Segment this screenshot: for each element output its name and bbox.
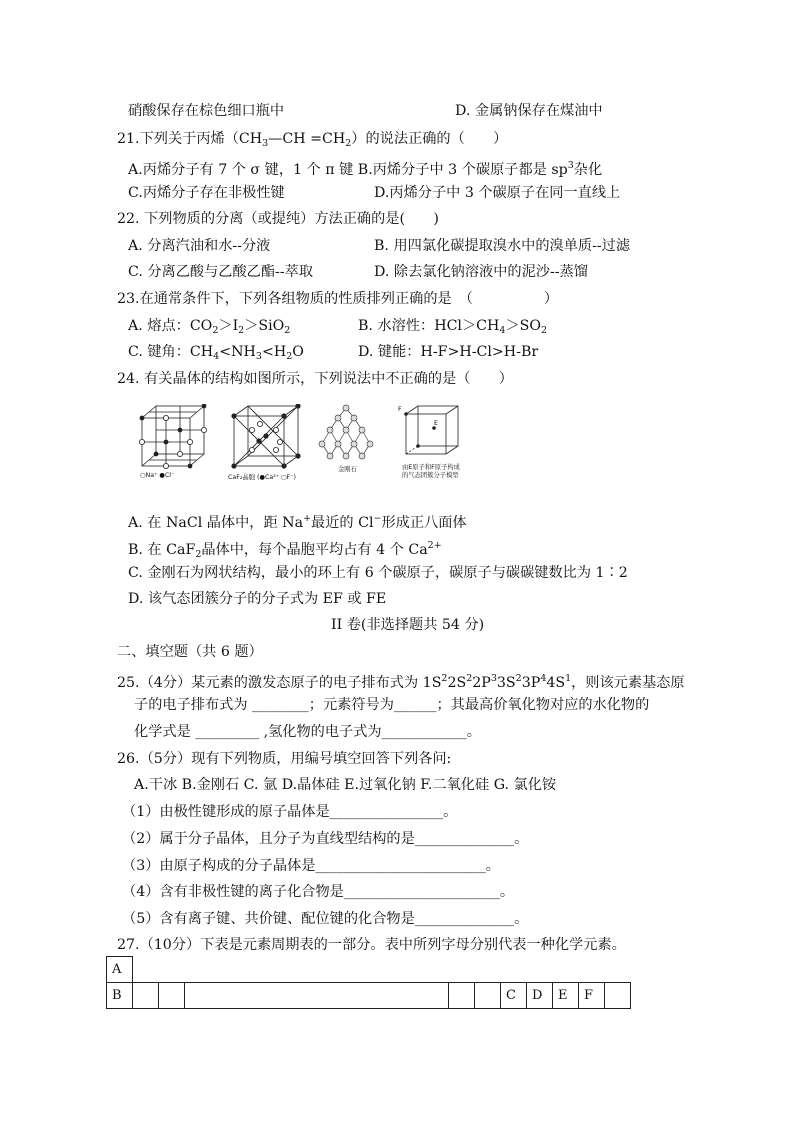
q26-stem: 26.（5分）现有下列物质，用编号填空回答下列各问: — [117, 751, 452, 767]
q26-options: A.干冰 B.金刚石 C. 氩 D.晶体硅 E.过氧化钠 F.二氧化硅 G. 氯化铵 — [134, 777, 557, 793]
fill-in-heading: 二、填空题（共 6 题） — [117, 644, 263, 660]
q25-line3: 化学式是 _________ ,氢化物的电子式为____________。 — [134, 724, 481, 740]
q22-option-d: D. 除去氯化钠溶液中的泥沙--蒸馏 — [374, 264, 588, 280]
cell-c: C — [501, 983, 527, 1009]
cell-gap — [185, 983, 449, 1009]
nacl-cell-figure — [138, 404, 210, 479]
diamond-label: 金刚石 — [338, 466, 357, 473]
q23-option-d: D. 键能：H-F>H-Cl>H-Br — [358, 344, 539, 360]
caf2-legend: CaF₂晶胞 (●Ca²⁺ ○F⁻) — [228, 474, 296, 481]
q22-stem: 22. 下列物质的分离（或提纯）方法正确的是( ) — [117, 211, 439, 227]
cluster-e-label: E — [434, 420, 438, 427]
q24-option-c: C. 金刚石为网状结构，最小的环上有 6 个碳原子，碳原子与碳碳键数比为 1∶2 — [128, 565, 628, 581]
diamond-figure — [314, 404, 378, 473]
cell-b: B — [107, 983, 133, 1009]
q26-part5: （5）含有离子键、共价键、配位键的化合物是______________。 — [122, 911, 529, 927]
cluster-figure — [398, 404, 464, 479]
prev-option-c: 硝酸保存在棕色细口瓶中 — [128, 103, 285, 119]
q24-stem: 24. 有关晶体的结构如图所示，下列说法中不正确的是（ ） — [117, 371, 513, 387]
q21-options-ab: A.丙烯分子有 7 个 σ 键，1 个 π 键 B.丙烯分子中 3 个碳原子都是 $sp^3$杂化 — [128, 160, 603, 178]
q26-part1: （1）由极性键形成的原子晶体是________________。 — [122, 804, 458, 820]
q21-option-c: C.丙烯分子存在非极性键 — [128, 185, 285, 201]
cell-d: D — [527, 983, 553, 1009]
q21-option-d: D.丙烯分子中 3 个碳原子在同一直线上 — [374, 185, 621, 201]
cluster-caption-1: 由E原子和F原子构成 — [402, 464, 460, 471]
nacl-legend: ○Na⁺ ●Cl⁻ — [140, 472, 175, 479]
section-two-title: II 卷(非选择题共 54 分) — [331, 617, 485, 633]
q23-option-c: C. 键角：$CH_4<NH_3<H_2O$ — [128, 344, 304, 362]
cell-empty — [475, 983, 501, 1009]
q24-option-a: A. 在 NaCl 晶体中，距 Na+最近的 Cl−形成正八面体 — [128, 513, 467, 531]
cell-empty — [159, 983, 185, 1009]
q22-option-c: C. 分离乙酸与乙酸乙酯--萃取 — [128, 264, 314, 280]
cell-empty — [133, 983, 159, 1009]
q25-line2: 子的电子排布式为 ________；元素符号为______；其最高价氧化物对应的水化物的 — [134, 697, 650, 713]
prev-option-d: D. 金属钠保存在煤油中 — [455, 103, 603, 119]
q21-stem: 21.下列关于丙烯$(CH_3—CH =CH_2)$的说法正确的（ ） — [117, 131, 508, 149]
caf2-cell-figure — [228, 404, 302, 481]
q26-part2: （2）属于分子晶体，且分子为直线型结构的是______________。 — [122, 831, 529, 847]
q23-option-b: B. 水溶性：$HCl>CH_4>SO_2$ — [358, 318, 548, 336]
periodic-table-fragment — [106, 956, 657, 1009]
q22-option-a: A. 分离汽油和水--分液 — [128, 238, 271, 254]
q27-stem: 27.（10分）下表是元素周期表的一部分。表中所列字母分别代表一种化学元素。 — [117, 937, 626, 953]
cell-e: E — [553, 983, 579, 1009]
q23-stem: 23.在通常条件下，下列各组物质的性质排列正确的是 （ ） — [117, 291, 559, 307]
cell-empty — [449, 983, 475, 1009]
q26-part4: （4）含有非极性键的离子化合物是______________________。 — [122, 884, 515, 900]
q24-option-d: D. 该气态团簇分子的分子式为 EF 或 FE — [128, 591, 387, 607]
q23-option-a: A. 熔点：$CO_2>I_2>SiO_2$ — [128, 318, 291, 336]
cell-empty — [605, 983, 631, 1009]
q24-option-b: B. 在 CaF$_2$晶体中，每个晶胞平均占有 4 个 $Ca^{2+}$ — [128, 540, 442, 560]
cluster-f-label: F — [398, 406, 402, 413]
q25-line1: 25.（4分）某元素的激发态原子的电子排布式为 $1S^22S^22P^33S^23P^44S^1$，则该元素基态原 — [117, 673, 685, 691]
cell-f: F — [579, 983, 605, 1009]
crystal-figures — [138, 404, 468, 482]
q22-option-b: B. 用四氯化碳提取溴水中的溴单质--过滤 — [374, 238, 631, 254]
cluster-caption-2: 的气态团簇分子模型 — [402, 472, 459, 479]
cell-a: A — [107, 957, 133, 983]
q26-part3: （3）由原子构成的分子晶体是________________________。 — [122, 858, 500, 874]
